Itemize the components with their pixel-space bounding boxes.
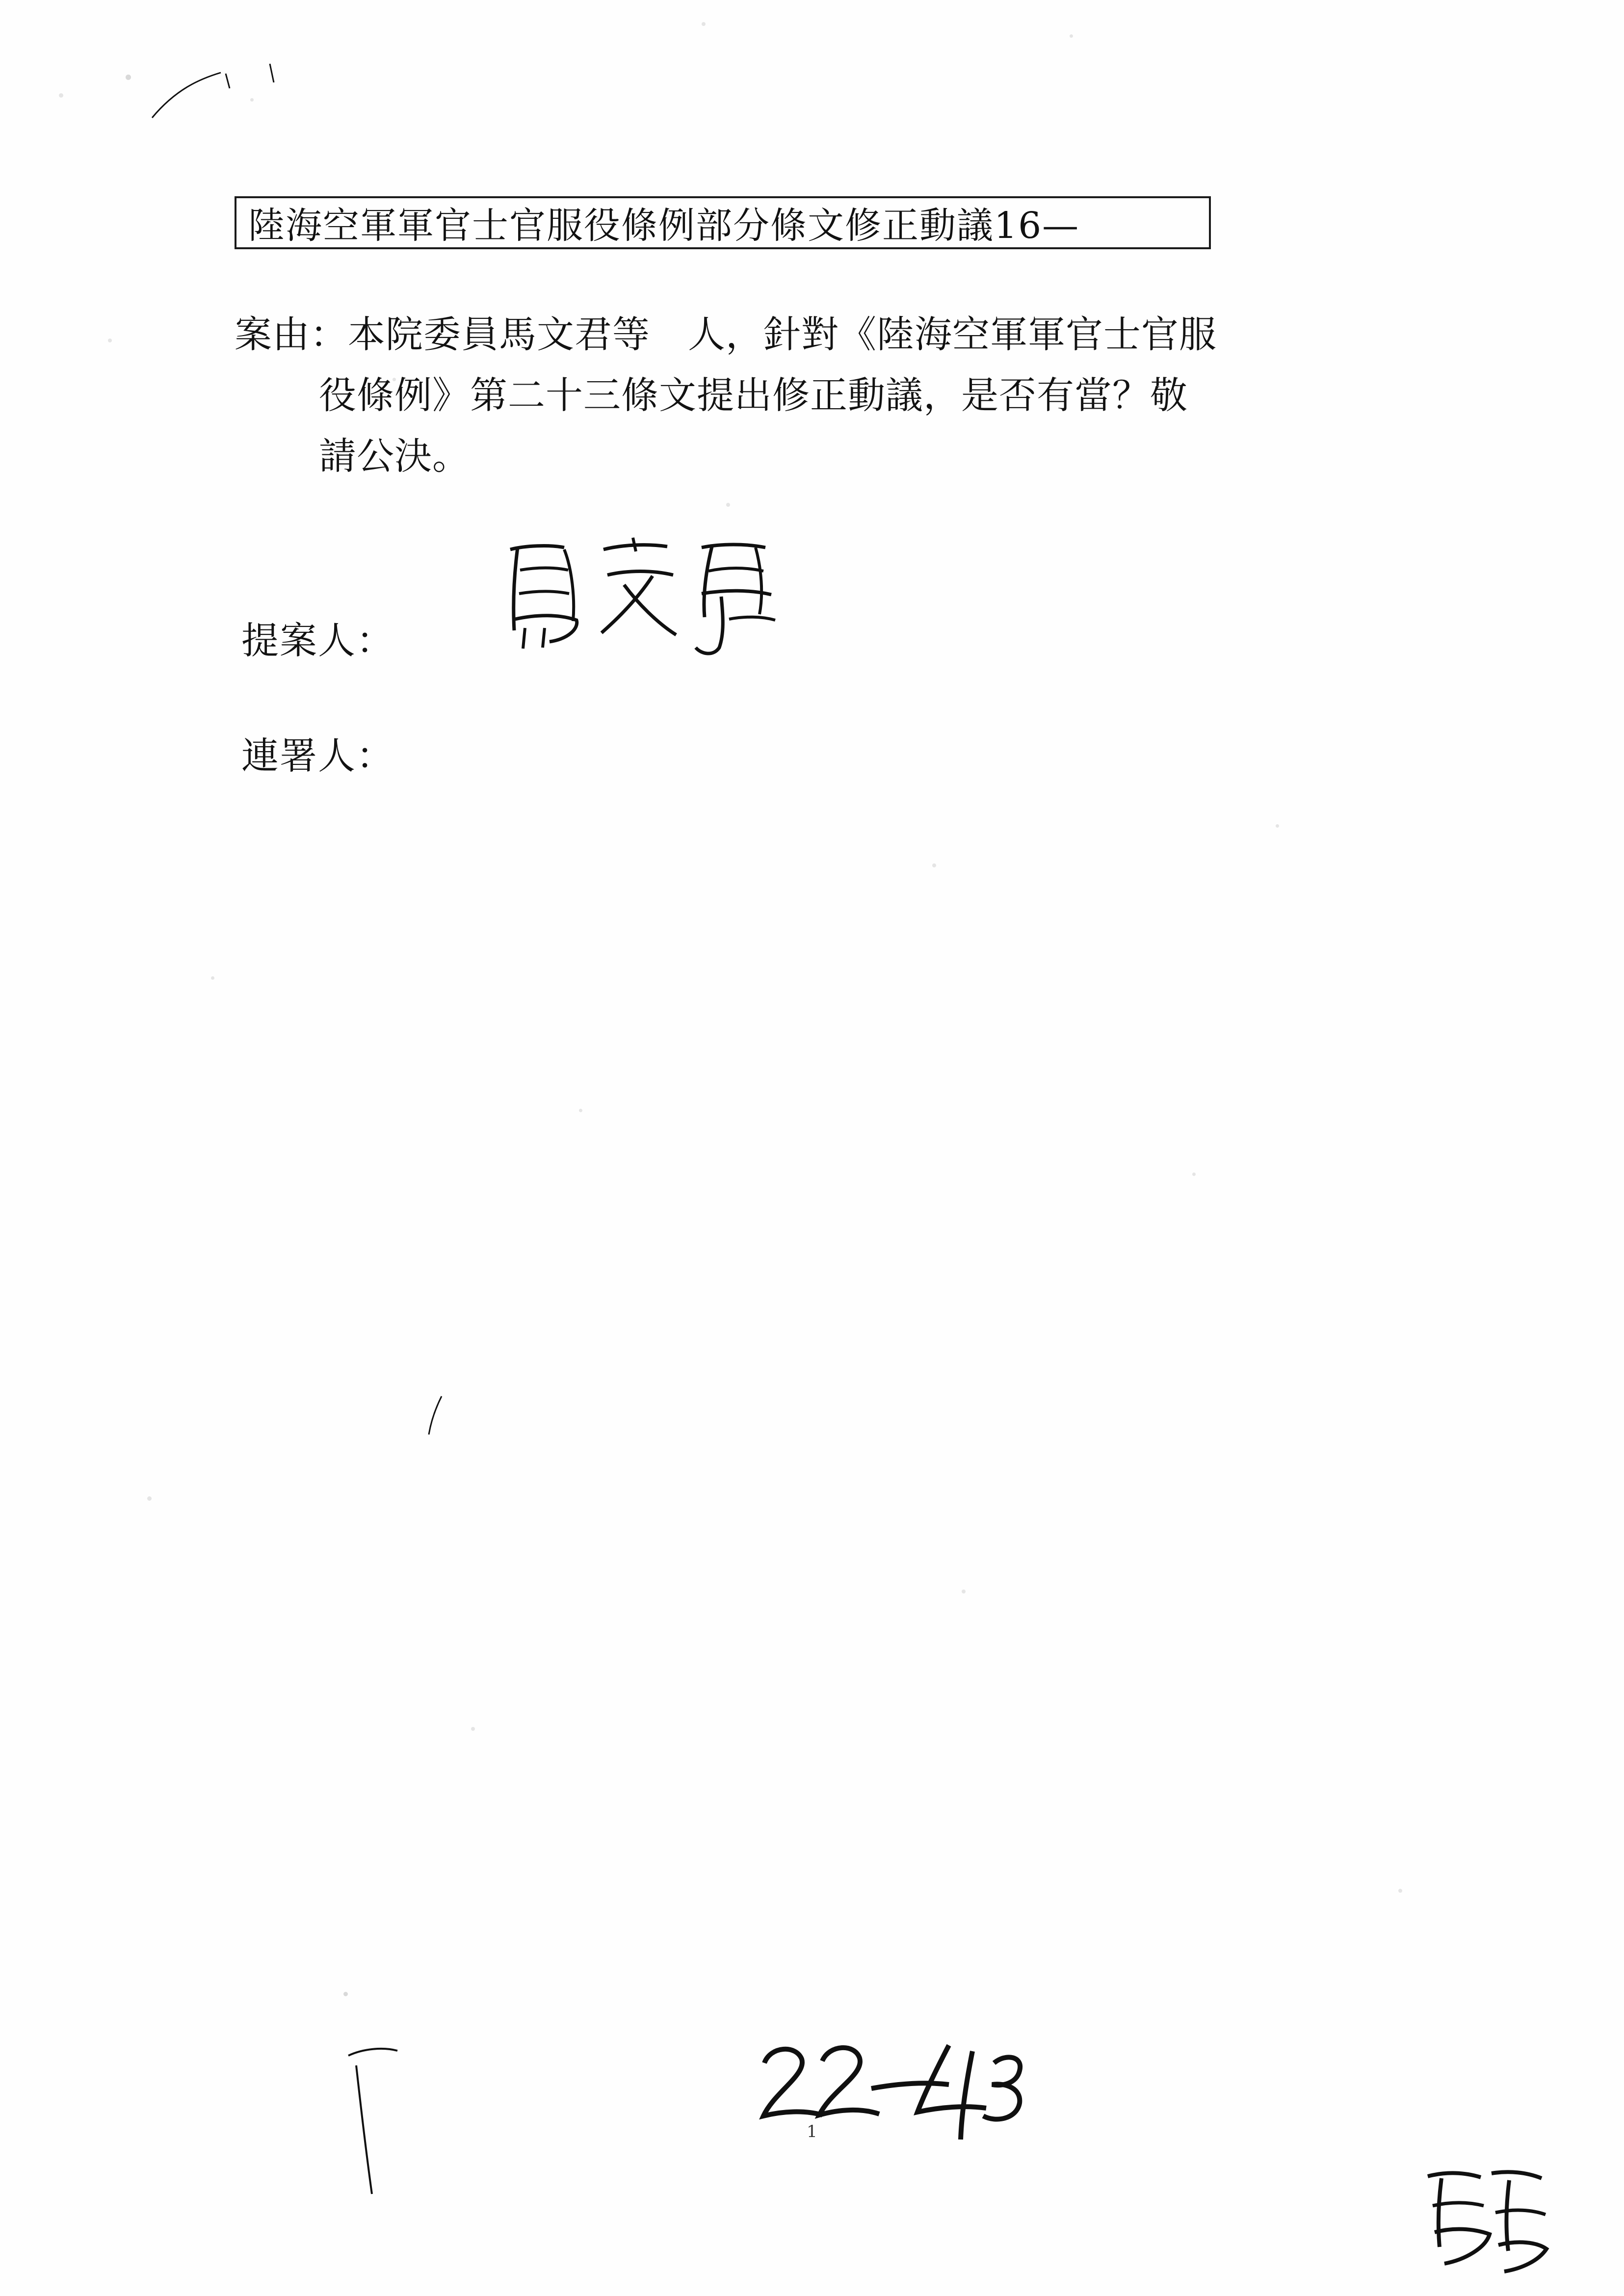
scan-speck [59, 93, 63, 98]
handwritten-page-marking [751, 2034, 1030, 2156]
case-first-line [235, 304, 1397, 365]
case-third-line [235, 426, 1397, 487]
case-line-1: 本院委員馬文君等 人，針對《陸海空軍軍官士官服 [348, 313, 1217, 356]
scan-speck [702, 22, 706, 26]
handwritten-signature [491, 530, 805, 662]
document-title-box [235, 196, 1211, 249]
scan-speck [1398, 1889, 1402, 1893]
page-number: 1 [807, 2122, 817, 2141]
handwritten-initial [1418, 2159, 1550, 2281]
document-title: 陸海空軍軍官士官服役條例部分條文修正動議16— [248, 205, 1080, 247]
scan-speck [147, 1496, 152, 1501]
scan-speck [962, 1590, 966, 1593]
stray-pen-mark [147, 59, 353, 128]
scan-speck [211, 976, 214, 980]
case-description-block [235, 304, 1397, 487]
scan-speck [1070, 34, 1073, 38]
cosigner-label: 連署人： [241, 734, 394, 778]
scan-speck [726, 503, 730, 507]
scan-speck [1192, 1173, 1196, 1176]
stray-tick-mark [422, 1393, 451, 1437]
scan-speck [108, 339, 112, 342]
case-line-2: 役條例》第二十三條文提出修正動議，是否有當？敬 [319, 373, 1188, 417]
case-second-line [235, 365, 1397, 426]
proposer-label: 提案人： [241, 619, 394, 662]
scan-speck [343, 1992, 348, 1996]
case-line-3: 請公決。 [319, 434, 470, 478]
scan-speck [932, 863, 936, 867]
stray-long-stroke [343, 2036, 442, 2198]
scan-speck [1276, 824, 1279, 828]
scan-speck [579, 1109, 582, 1112]
scan-speck [126, 75, 131, 80]
scan-speck [471, 1727, 475, 1731]
case-label: 案由： [235, 313, 348, 356]
